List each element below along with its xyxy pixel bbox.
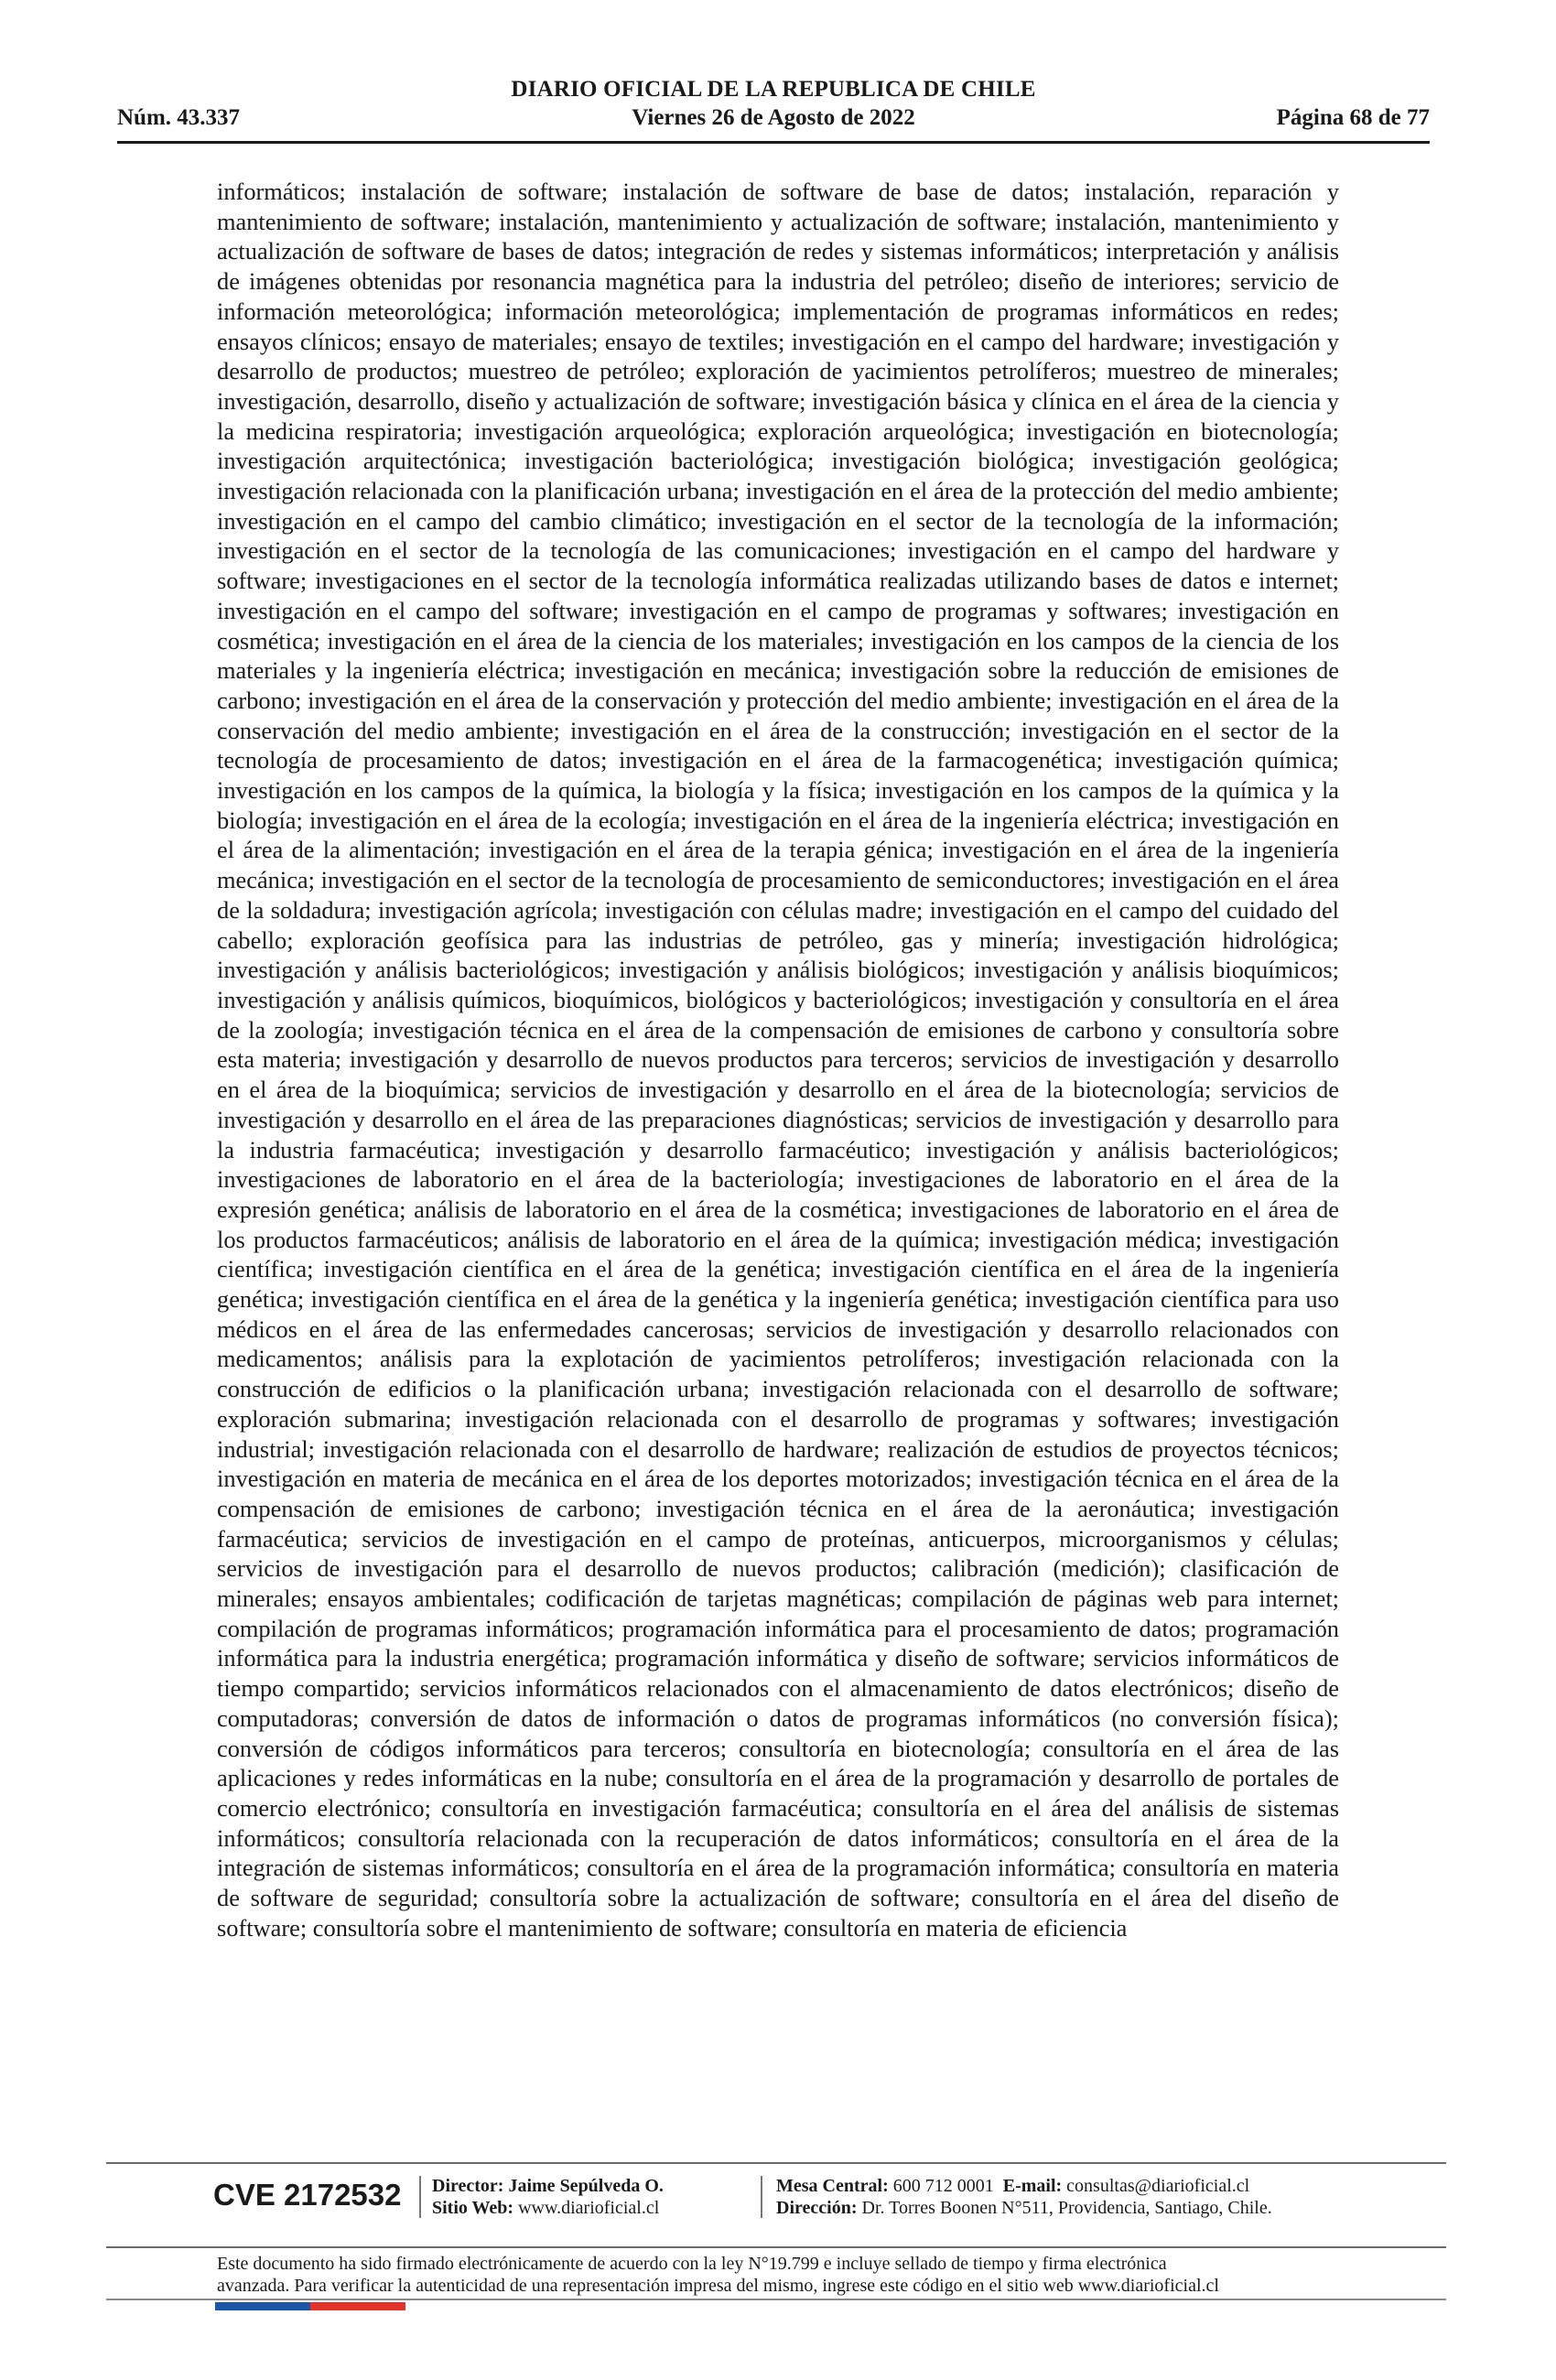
website-label: Sitio Web: [432, 2198, 514, 2218]
body-paragraph: informáticos; instalación de software; instalación de software de base de datos; instalación, reparación y mantenimiento de software; instalación, mantenimiento y actualización de software; instalación, mantenimiento y actualización de software de bases de datos; integración de redes y sistemas informáticos; interpretación y análisis de imágenes obtenidas por resonancia magnética para la industria del petróleo; diseño de interiores; servicio de información meteorológica; información meteorológica; implementación de programas informáticos en redes; ensayos clínicos; ensayo de materiales; ensayo de textiles; investigación en el campo del hardware; investigación y desarrollo de productos; muestreo de petróleo; exploración de yacimientos petrolíferos; muestreo de minerales; investigación, desarrollo, diseño y actualización de software; investigación básica y clínica en el área de la ciencia y la medicina respiratoria; investigación arqueológica; exploración arqueológica; investigación en biotecnología; investigación arquitectónica; investigación bacteriológica; investigación biológica; investigación geológica; investigación relacionada con la planificación urbana; investigación en el área de la protección del medio ambiente; investigación en el campo del cambio climático; investigación en el sector de la tecnología de la información; investigación en el sector de la tecnología de las comunicaciones; investigación en el campo del hardware y software; investigaciones en el sector de la tecnología informática realizadas utilizando bases de datos e internet; investigación en el campo del software; investigación en el campo de programas y softwares; investigación en cosmética; investigación en el área de la ciencia de los materiales; investigación en los campos de la ciencia de los materiales y la ingeniería eléctrica; investigación en mecánica; investigación sobre la reducción de emisiones de carbono; investigación en el área de la conservación y protección del medio ambiente; investigación en el área de la conservación del medio ambiente; investigación en el área de la construcción; investigación en el sector de la tecnología de procesamiento de datos; investigación en el área de la farmacogenética; investigación química; investigación en los campos de la química, la biología y la física; investigación en los campos de la química y la biología; investigación en el área de la ecología; investigación en el área de la ingeniería eléctrica; investigación en el área de la alimentación; investigación en el área de la terapia génica; investigación en el área de la ingeniería mecánica; investigación en el sector de la tecnología de procesamiento de semiconductores; investigación en el área de la soldadura; investigación agrícola; investigación con células madre; investigación en el campo del cuidado del cabello; exploración geofísica para las industrias de petróleo, gas y minería; investigación hidrológica; investigación y análisis bacteriológicos; investigación y análisis biológicos; investigación y análisis bioquímicos; investigación y análisis químicos, bioquímicos, biológicos y bacteriológicos; investigación y consultoría en el área de la zoología; investigación técnica en el área de la compensación de emisiones de carbono y consultoría sobre esta materia; investigación y desarrollo de nuevos productos para terceros; servicios de investigación y desarrollo en el área de la bioquímica; servicios de investigación y desarrollo en el área de la biotecnología; servicios de investigación y desarrollo en el área de las preparaciones diagnósticas; servicios de investigación y desarrollo para la industria farmacéutica; investigación y desarrollo farmacéutico; investigación y análisis bacteriológicos; investigaciones de laboratorio en el área de la bacteriología; investigaciones de laboratorio en el área de la expresión genética; análisis de laboratorio en el área de la cosmética; investigaciones de laboratorio en el área de los productos farmacéuticos; análisis de laboratorio en el área de la química; investigación médica; investigación científica; investigación científica en el área de la genética; investigación científica en el área de la ingeniería genética; investigación científica en el área de la genética y la ingeniería genética; investigación científica para uso médicos en el área de las enfermedades cancerosas; servicios de investigación y desarrollo relacionados con medicamentos; análisis para la explotación de yacimientos petrolíferos; investigación relacionada con la construcción de edificios o la planificación urbana; investigación relacionada con el desarrollo de software; exploración submarina; investigación relacionada con el desarrollo de programas y softwares; investigación industrial; investigación relacionada con el desarrollo de hardware; realización de estudios de proyectos técnicos; investigación en materia de mecánica en el área de los deportes motorizados; investigación técnica en el área de la compensación de emisiones de carbono; investigación técnica en el área de la aeronáutica; investigación farmacéutica; servicios de investigación en el campo de proteínas, anticuerpos, microorganismos y células; servicios de investigación para el desarrollo de nuevos productos; calibración (medición); clasificación de minerales; ensayos ambientales; codificación de tarjetas magnéticas; compilación de páginas web para internet; compilación de programas informáticos; programación informática para el procesamiento de datos; programación informática para la industria energética; programación informática y diseño de software; servicios informáticos de tiempo compartido; servicios informáticos relacionados con el almacenamiento de datos electrónicos; diseño de computadoras; conversión de datos de información o datos de programas informáticos (no conversión física); conversión de códigos informáticos para terceros; consultoría en biotecnología; consultoría en el área de las aplicaciones y redes informáticas en la nube; consultoría en el área de la programación y desarrollo de portales de comercio electrónico; consultoría en investigación farmacéutica; consultoría en el área del análisis de sistemas informáticos; consultoría relacionada con la recuperación de datos informáticos; consultoría en el área de la integración de sistemas informáticos; consultoría en el área de la programación informática; consultoría en materia de software de seguridad; consultoría sobre la actualización de software; consultoría en el área del diseño de software; consultoría sobre el mantenimiento de software; consultoría en materia de eficiencia [217, 178, 1339, 1942]
footer-contact-block [776, 2175, 1272, 2219]
phone-label: Mesa Central: [776, 2176, 889, 2196]
email-link[interactable]: consultas@diarioficial.cl [1066, 2176, 1250, 2196]
footer-separator [419, 2176, 421, 2218]
cve-code: CVE 2172532 [213, 2178, 402, 2212]
email-label: E-mail: [1002, 2176, 1063, 2196]
page-header [117, 75, 1430, 139]
footer-separator [761, 2176, 762, 2218]
footer-bottom-divider [106, 2299, 1446, 2300]
director-name: Jaime Sepúlveda O. [508, 2176, 664, 2196]
legal-notice-line: avanzada. Para verificar la autenticidad de una representación impresa del mismo, ingrese este código en el sitio web www.diarioficial.cl [217, 2276, 1219, 2296]
footer-middle-divider [106, 2246, 1446, 2248]
header-divider [117, 141, 1430, 144]
flag-stripe-blue [215, 2302, 310, 2310]
legal-notice-line: Este documento ha sido firmado electrónicamente de acuerdo con la ley N°19.799 e incluye sellado de tiempo y firma electrónica [217, 2254, 1167, 2274]
flag-stripe-red [310, 2302, 405, 2310]
footer-director-block [432, 2175, 664, 2219]
address-label: Dirección: [776, 2198, 858, 2218]
header-center [117, 75, 1430, 132]
page-number: Página 68 de 77 [1276, 105, 1430, 130]
director-label: Director: [432, 2176, 504, 2196]
footer-top-divider [106, 2162, 1446, 2164]
issue-number: Núm. 43.337 [117, 105, 241, 130]
website-link[interactable]: www.diarioficial.cl [518, 2198, 660, 2218]
issue-date: Viernes 26 de Agosto de 2022 [632, 105, 915, 130]
newspaper-title: DIARIO OFICIAL DE LA REPUBLICA DE CHILE [511, 77, 1036, 102]
address-value: Dr. Torres Boonen N°511, Providencia, Santiago, Chile. [861, 2198, 1272, 2218]
legal-notice [217, 2253, 1352, 2297]
phone-value: 600 712 0001 [892, 2176, 994, 2196]
